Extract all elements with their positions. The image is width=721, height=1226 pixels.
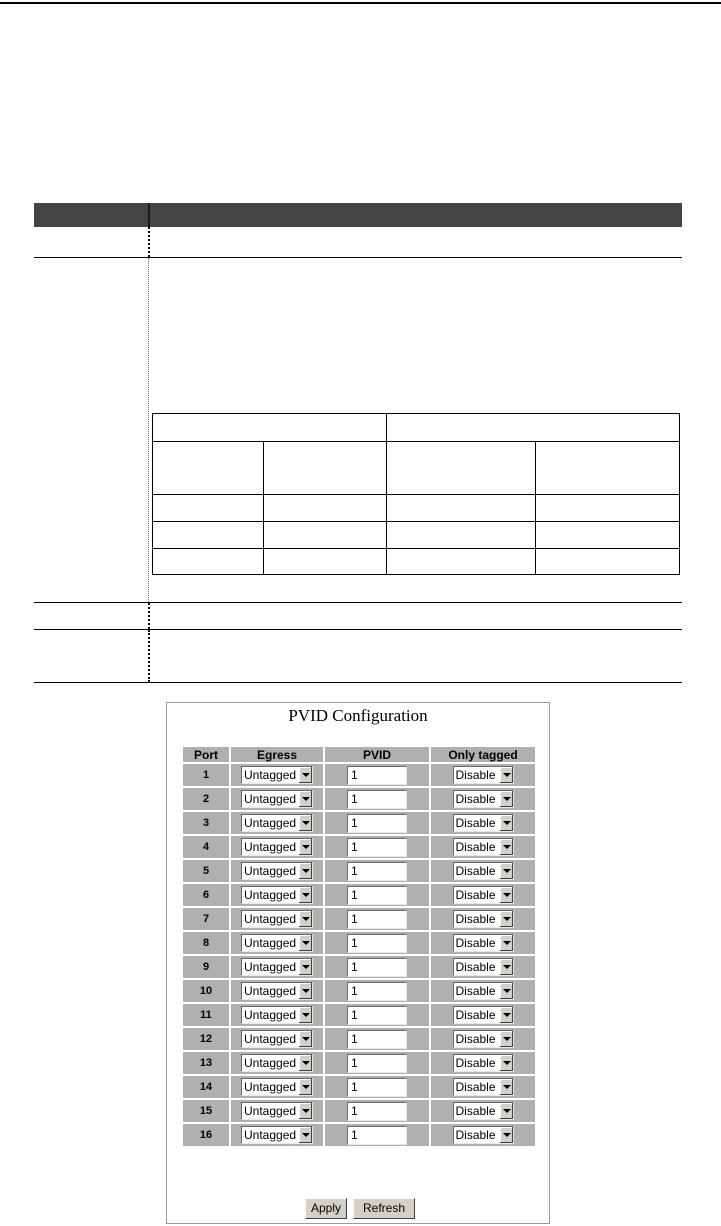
egress-select-value: Untagged <box>244 791 297 806</box>
egress-cell <box>231 1076 323 1098</box>
table-row <box>183 812 535 834</box>
pvid-input[interactable]: 1 <box>347 1102 407 1121</box>
chevron-down-icon[interactable] <box>499 839 513 855</box>
chevron-down-icon[interactable] <box>298 1007 312 1023</box>
egress-cell <box>231 1124 323 1146</box>
grid-vline <box>263 441 264 574</box>
only-tagged-select[interactable] <box>453 790 514 808</box>
grid-hline <box>153 441 679 442</box>
table-header-row <box>183 747 535 762</box>
table-row <box>183 956 535 978</box>
only-tagged-select[interactable] <box>453 1054 514 1072</box>
only-tagged-select-value: Disable <box>455 815 496 830</box>
apply-button[interactable]: Apply <box>305 1198 347 1219</box>
egress-select-value: Untagged <box>244 1127 297 1142</box>
table-row <box>183 1100 535 1122</box>
only-tagged-select[interactable] <box>453 1006 514 1024</box>
egress-cell <box>231 1052 323 1074</box>
only-tagged-select[interactable] <box>453 1078 514 1096</box>
only-tagged-select-value: Disable <box>455 959 496 974</box>
chevron-down-icon[interactable] <box>298 983 312 999</box>
port-number: 12 <box>183 1028 229 1050</box>
row-separator-dotted <box>148 258 149 602</box>
chevron-down-icon[interactable] <box>499 1031 513 1047</box>
egress-select-value: Untagged <box>244 911 297 926</box>
only-tagged-cell <box>431 836 535 858</box>
chevron-down-icon[interactable] <box>499 1103 513 1119</box>
pvid-input[interactable]: 1 <box>347 814 407 833</box>
pvid-cell <box>325 788 429 810</box>
pvid-input[interactable]: 1 <box>347 982 407 1001</box>
pvid-input[interactable]: 1 <box>347 934 407 953</box>
row-divider <box>34 257 682 258</box>
chevron-down-icon[interactable] <box>499 935 513 951</box>
egress-cell <box>231 812 323 834</box>
only-tagged-cell <box>431 884 535 906</box>
pvid-table <box>181 745 537 1148</box>
nested-grid <box>152 413 680 575</box>
only-tagged-cell <box>431 1004 535 1026</box>
chevron-down-icon[interactable] <box>499 887 513 903</box>
egress-cell <box>231 836 323 858</box>
chevron-down-icon[interactable] <box>499 1079 513 1095</box>
egress-select[interactable] <box>241 982 313 1000</box>
only-tagged-select-value: Disable <box>455 935 496 950</box>
only-tagged-select-value: Disable <box>455 887 496 902</box>
only-tagged-select-value: Disable <box>455 911 496 926</box>
port-number: 15 <box>183 1100 229 1122</box>
pvid-cell <box>325 956 429 978</box>
port-number: 9 <box>183 956 229 978</box>
pvid-cell <box>325 1100 429 1122</box>
only-tagged-cell <box>431 1052 535 1074</box>
table-row <box>183 980 535 1002</box>
egress-cell <box>231 908 323 930</box>
only-tagged-cell <box>431 1076 535 1098</box>
pvid-cell <box>325 1124 429 1146</box>
table-row <box>183 764 535 786</box>
only-tagged-select-value: Disable <box>455 791 496 806</box>
chevron-down-icon[interactable] <box>298 815 312 831</box>
table-row <box>183 1028 535 1050</box>
description-table-header <box>34 203 682 227</box>
egress-select[interactable] <box>241 1054 313 1072</box>
chevron-down-icon[interactable] <box>499 815 513 831</box>
pvid-cell <box>325 908 429 930</box>
table-row <box>183 908 535 930</box>
pvid-input[interactable]: 1 <box>347 766 407 785</box>
egress-select-value: Untagged <box>244 1103 297 1118</box>
only-tagged-select[interactable] <box>453 910 514 928</box>
grid-hline <box>153 548 679 549</box>
column-header-egress: Egress <box>231 747 323 762</box>
egress-select[interactable] <box>241 790 313 808</box>
row-separator-dotted <box>148 603 150 629</box>
chevron-down-icon[interactable] <box>499 911 513 927</box>
row-separator-dotted <box>148 227 150 257</box>
port-number: 5 <box>183 860 229 882</box>
egress-select-value: Untagged <box>244 887 297 902</box>
port-number: 14 <box>183 1076 229 1098</box>
egress-select[interactable] <box>241 838 313 856</box>
port-number: 3 <box>183 812 229 834</box>
chevron-down-icon[interactable] <box>298 1103 312 1119</box>
egress-select[interactable] <box>241 1078 313 1096</box>
only-tagged-select-value: Disable <box>455 1031 496 1046</box>
refresh-button[interactable]: Refresh <box>353 1198 415 1219</box>
pvid-input[interactable]: 1 <box>347 790 407 809</box>
egress-cell <box>231 788 323 810</box>
table-row <box>183 788 535 810</box>
only-tagged-cell <box>431 980 535 1002</box>
only-tagged-select-value: Disable <box>455 1079 496 1094</box>
pvid-configuration-panel <box>166 702 550 1224</box>
chevron-down-icon[interactable] <box>298 935 312 951</box>
egress-cell <box>231 932 323 954</box>
table-row <box>183 860 535 882</box>
port-number: 7 <box>183 908 229 930</box>
pvid-cell <box>325 860 429 882</box>
egress-cell <box>231 764 323 786</box>
egress-select-value: Untagged <box>244 1079 297 1094</box>
port-number: 4 <box>183 836 229 858</box>
only-tagged-cell <box>431 1100 535 1122</box>
chevron-down-icon[interactable] <box>499 983 513 999</box>
egress-cell <box>231 956 323 978</box>
egress-cell <box>231 1004 323 1026</box>
only-tagged-select-value: Disable <box>455 863 496 878</box>
pvid-cell <box>325 836 429 858</box>
egress-select-value: Untagged <box>244 1055 297 1070</box>
only-tagged-cell <box>431 788 535 810</box>
egress-select[interactable] <box>241 910 313 928</box>
only-tagged-cell <box>431 956 535 978</box>
table-row <box>183 1052 535 1074</box>
page-top-rule <box>0 2 721 4</box>
chevron-down-icon[interactable] <box>298 791 312 807</box>
chevron-down-icon[interactable] <box>298 1055 312 1071</box>
only-tagged-select-value: Disable <box>455 1055 496 1070</box>
egress-select[interactable] <box>241 1006 313 1024</box>
egress-select-value: Untagged <box>244 959 297 974</box>
only-tagged-select-value: Disable <box>455 983 496 998</box>
only-tagged-select-value: Disable <box>455 1007 496 1022</box>
pvid-cell <box>325 884 429 906</box>
table-row <box>183 1124 535 1146</box>
column-header-only-tagged: Only tagged <box>431 747 535 762</box>
egress-select[interactable] <box>241 1102 313 1120</box>
only-tagged-cell <box>431 812 535 834</box>
port-number: 13 <box>183 1052 229 1074</box>
only-tagged-cell <box>431 764 535 786</box>
chevron-down-icon[interactable] <box>499 1007 513 1023</box>
pvid-input[interactable]: 1 <box>347 838 407 857</box>
only-tagged-select[interactable] <box>453 814 514 832</box>
header-column-separator <box>148 203 150 227</box>
egress-select[interactable] <box>241 934 313 952</box>
egress-cell <box>231 1100 323 1122</box>
pvid-cell <box>325 1076 429 1098</box>
grid-vline <box>535 441 536 574</box>
chevron-down-icon[interactable] <box>499 791 513 807</box>
chevron-down-icon[interactable] <box>298 839 312 855</box>
egress-cell <box>231 860 323 882</box>
only-tagged-select[interactable] <box>453 862 514 880</box>
port-number: 11 <box>183 1004 229 1026</box>
only-tagged-select-value: Disable <box>455 767 496 782</box>
egress-cell <box>231 980 323 1002</box>
row-separator-dotted <box>148 630 150 682</box>
pvid-input[interactable]: 1 <box>347 1054 407 1073</box>
egress-select-value: Untagged <box>244 1031 297 1046</box>
egress-cell <box>231 1028 323 1050</box>
port-number: 2 <box>183 788 229 810</box>
only-tagged-select[interactable] <box>453 886 514 904</box>
chevron-down-icon[interactable] <box>499 863 513 879</box>
chevron-down-icon[interactable] <box>298 767 312 783</box>
pvid-input[interactable]: 1 <box>347 1006 407 1025</box>
column-header-port: Port <box>183 747 229 762</box>
only-tagged-select[interactable] <box>453 838 514 856</box>
only-tagged-cell <box>431 860 535 882</box>
port-number: 8 <box>183 932 229 954</box>
pvid-input[interactable]: 1 <box>347 910 407 929</box>
chevron-down-icon[interactable] <box>499 767 513 783</box>
pvid-cell <box>325 1004 429 1026</box>
egress-select[interactable] <box>241 814 313 832</box>
only-tagged-select[interactable] <box>453 1102 514 1120</box>
only-tagged-cell <box>431 1124 535 1146</box>
chevron-down-icon[interactable] <box>298 911 312 927</box>
egress-select[interactable] <box>241 1126 313 1144</box>
pvid-cell <box>325 932 429 954</box>
only-tagged-select[interactable] <box>453 934 514 952</box>
row-divider <box>34 682 682 683</box>
chevron-down-icon[interactable] <box>298 1079 312 1095</box>
pvid-cell <box>325 812 429 834</box>
only-tagged-select-value: Disable <box>455 1103 496 1118</box>
row-divider <box>34 602 682 603</box>
table-row <box>183 836 535 858</box>
egress-select-value: Untagged <box>244 839 297 854</box>
chevron-down-icon[interactable] <box>298 863 312 879</box>
pvid-cell <box>325 764 429 786</box>
only-tagged-cell <box>431 1028 535 1050</box>
chevron-down-icon[interactable] <box>298 959 312 975</box>
only-tagged-select-value: Disable <box>455 1127 496 1142</box>
chevron-down-icon[interactable] <box>298 1127 312 1143</box>
grid-hline <box>153 521 679 522</box>
table-row <box>183 884 535 906</box>
chevron-down-icon[interactable] <box>499 959 513 975</box>
column-header-pvid: PVID <box>325 747 429 762</box>
only-tagged-cell <box>431 908 535 930</box>
chevron-down-icon[interactable] <box>499 1127 513 1143</box>
port-number: 16 <box>183 1124 229 1146</box>
pvid-input[interactable]: 1 <box>347 886 407 905</box>
pvid-input[interactable]: 1 <box>347 958 407 977</box>
grid-hline <box>153 494 679 495</box>
egress-select[interactable] <box>241 886 313 904</box>
egress-select[interactable] <box>241 1030 313 1048</box>
pvid-cell <box>325 1028 429 1050</box>
egress-cell <box>231 884 323 906</box>
only-tagged-select[interactable] <box>453 1030 514 1048</box>
table-row <box>183 1004 535 1026</box>
egress-select-value: Untagged <box>244 767 297 782</box>
egress-select-value: Untagged <box>244 983 297 998</box>
chevron-down-icon[interactable] <box>298 887 312 903</box>
table-row <box>183 1076 535 1098</box>
only-tagged-select[interactable] <box>453 958 514 976</box>
pvid-input[interactable]: 1 <box>347 1078 407 1097</box>
chevron-down-icon[interactable] <box>298 1031 312 1047</box>
panel-title: PVID Configuration <box>288 706 428 725</box>
port-number: 1 <box>183 764 229 786</box>
pvid-cell <box>325 1052 429 1074</box>
egress-select[interactable] <box>241 862 313 880</box>
pvid-input[interactable]: 1 <box>347 862 407 881</box>
egress-select[interactable] <box>241 766 313 784</box>
port-number: 6 <box>183 884 229 906</box>
only-tagged-select[interactable] <box>453 1126 514 1144</box>
port-number: 10 <box>183 980 229 1002</box>
egress-select-value: Untagged <box>244 935 297 950</box>
only-tagged-select-value: Disable <box>455 839 496 854</box>
only-tagged-select[interactable] <box>453 766 514 784</box>
egress-select[interactable] <box>241 958 313 976</box>
pvid-cell <box>325 980 429 1002</box>
only-tagged-select[interactable] <box>453 982 514 1000</box>
table-row <box>183 932 535 954</box>
egress-select-value: Untagged <box>244 815 297 830</box>
chevron-down-icon[interactable] <box>499 1055 513 1071</box>
pvid-input[interactable]: 1 <box>347 1126 407 1145</box>
egress-select-value: Untagged <box>244 1007 297 1022</box>
egress-select-value: Untagged <box>244 863 297 878</box>
row-divider <box>34 629 682 630</box>
only-tagged-cell <box>431 932 535 954</box>
pvid-input[interactable]: 1 <box>347 1030 407 1049</box>
